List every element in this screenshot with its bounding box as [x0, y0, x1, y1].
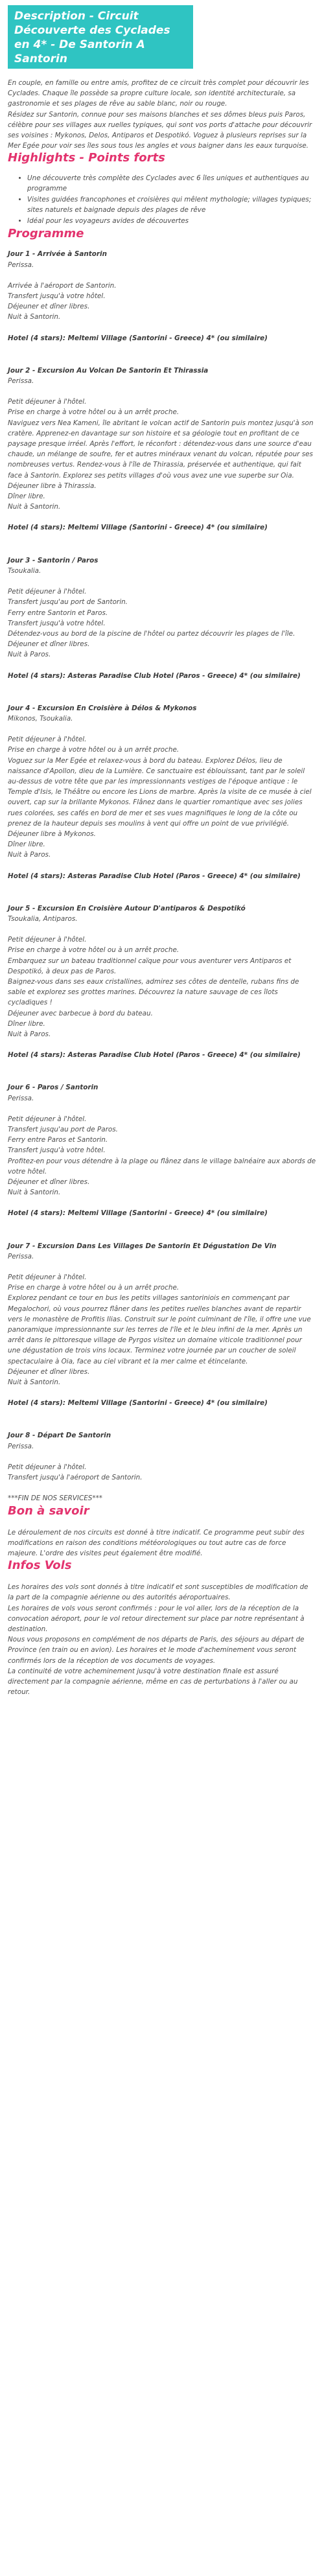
day-hotel: Hotel (4 stars): Meltemi Village (Santorini - Greece) 4* (ou similaire) [8, 1209, 268, 1218]
day-location: Perissa. [8, 377, 34, 386]
day-description: Petit déjeuner à l'hôtel. Prise en charge à votre hôtel ou à un arrêt proche. Voguez sur la Mer Egée et relaxez-vous à bord du bateau. Explorez Délos, lieu de naissance d'Apollon, dieu de la Lumière. Ce sanctuaire est éblouissant, tant par le soleil au-dessus de votre tête que par les impressionnants vestiges de l'époque antique : le Temple d'Isis, le Théâtre ou encore les Lions de marbre. Après la visite de ce musée à ciel ouvert, cap sur la brillante Mykonos. Flânez dans le quartier romantique avec ses jolies rues colorées, ses cafés en bord de mer et ses vues magnifiques le long de la côte ou prenez de la hauteur depuis ses moulins à vent qui offre un point de vue privilégié. Déjeuner libre à Mykonos. Dîner libre. Nuit à Paros. [8, 736, 312, 859]
highlights-heading: Highlights - Points forts [8, 151, 165, 165]
day-description: Petit déjeuner à l'hôtel. Prise en charge à votre hôtel ou à un arrêt proche. Explorez pendant ce tour en bus les petits villages santoriniois en commençant par Megalochori, où vous pourrez flâner dans les petites ruelles blanches avant de repartir vers le monastère de Profitis Ilias. Construit sur le point culminant de l'île, il offre une vue panoramique impressionnante sur les terres de l'île et le bleu infini de la mer. Après un arrêt dans le pittoresque village de Pyrgos visitez un domaine viticole traditionnel pour une dégustation de trois vins locaux. Terminez votre journée par un coucher de soleil spectaculaire à Oia, face au ciel vibrant et la mer calme et étincelante. Déjeuner et dîner libres. Nuit à Santorin. [8, 1273, 311, 1387]
day-location: Perissa. [8, 1442, 34, 1450]
highlight-item: • Visites guidées francophones et croisières qui mêlent mythologie; villages typiques; sites naturels et baignade depuis des plages de rêve [27, 194, 316, 215]
day-location: Tsoukalia. [8, 566, 41, 575]
day-location: Tsoukalia, Antiparos. [8, 914, 78, 923]
day-block [8, 703, 316, 881]
day-hotel: Hotel (4 stars): Meltemi Village (Santorini - Greece) 4* (ou similaire) [8, 1399, 268, 1408]
highlights-list [8, 173, 316, 226]
day-description: Petit déjeuner à l'hôtel. Transfert jusqu'au port de Santorin. Ferry entre Santorin et Paros. Transfert jusqu'à votre hôtel. Détendez-vous au bord de la piscine de l'hôtel ou partez découvrir les plages de l'île. Déjeuner et dîner libres. Nuit à Paros. [8, 588, 295, 659]
day-title: Jour 8 - Départ De Santorin [8, 1432, 111, 1440]
day-block [8, 366, 316, 533]
day-hotel: Hotel (4 stars): Asteras Paradise Club Hotel (Paros - Greece) 4* (ou similaire) [8, 1051, 301, 1060]
bon-a-savoir-heading: Bon à savoir [8, 1503, 89, 1518]
day-title: Jour 4 - Excursion En Croisière à Délos & Mykonos [8, 704, 197, 712]
day-block [8, 1241, 316, 1409]
day-location: Perissa. [8, 1252, 34, 1260]
highlight-item: • Idéal pour les voyageurs avides de découvertes [27, 216, 316, 226]
day-description: Petit déjeuner à l'hôtel. Prise en charge à votre hôtel ou à un arrêt proche. Naviguez vers Nea Kameni, île abritant le volcan actif de Santorin puis montez jusqu'à son cratère. Apprenez-en davantage sur son histoire et sa géologie tout en profitant de ce paysage presque irréel. Après l'effort, le réconfort : détendez-vous dans une source d'eau chaude, un mélange de soufre, fer et autres minéraux venant du volcan, réputée pour ses nombreuses vertus. Rendez-vous à l'île de Thirassia, préservée et authentique, qui fait face à Santorin. Explorez ses petits villages d'où vous avez une vue superbe sur Oia. Déjeuner libre à Thirassia. Dîner libre. Nuit à Santorin. [8, 398, 314, 511]
infos-vols-text: Les horaires des vols sont donnés à titre indicatif et sont susceptibles de modification de la part de la compagnie aérienne ou des autorités aéroportuaires. Les horaires de vols vous seront confirmés : pour le vol aller, lors de la réception de la convocation aéroport, pour le vol retour directement sur place par notre représentant à destination. Nous vous proposons en complément de nos départs de Paris, des séjours au départ de Province (en train ou en avion). Les horaires et le mode d'acheminement vous seront confirmés lors de la réception de vos documents de voyages. La continuité de votre acheminement jusqu'à votre destination finale est assuré directement par la compagnie aérienne, même en cas de perturbations à l'aller ou au retour. [8, 1583, 308, 1697]
day-location: Mikonos, Tsoukalia. [8, 714, 73, 723]
day-hotel: Hotel (4 stars): Asteras Paradise Club Hotel (Paros - Greece) 4* (ou similaire) [8, 872, 301, 880]
day-hotel: Hotel (4 stars): Meltemi Village (Santorini - Greece) 4* (ou similaire) [8, 334, 268, 342]
day-description: Arrivée à l'aéroport de Santorin. Transfert jusqu'à votre hôtel. Déjeuner et dîner libres. Nuit à Santorin. [8, 281, 117, 321]
day-block [8, 1082, 316, 1218]
day-block [8, 555, 316, 681]
day-location: Perissa. [8, 261, 34, 269]
day-block [8, 1430, 316, 1483]
day-location: Perissa. [8, 1094, 34, 1102]
page-title: Description - Circuit Découverte des Cyclades en 4* - De Santorin A Santorin [8, 5, 193, 69]
day-title: Jour 5 - Excursion En Croisière Autour D'antiparos & Despotikó [8, 904, 246, 912]
programme-days [8, 249, 316, 1503]
infos-vols-heading: Infos Vols [8, 1559, 72, 1573]
page [0, 5, 324, 2576]
day-hotel: Hotel (4 stars): Meltemi Village (Santorini - Greece) 4* (ou similaire) [8, 524, 268, 532]
day-description: Petit déjeuner à l'hôtel. Transfert jusqu'au port de Paros. Ferry entre Paros et Santorin. Transfert jusqu'à votre hôtel. Profitez-en pour vous détendre à la plage ou flânez dans le village balnéaire aux abords de votre hôtel. Déjeuner et dîner libres. Nuit à Santorin. [8, 1115, 316, 1197]
day-title: Jour 1 - Arrivée à Santorin [8, 250, 107, 259]
day-title: Jour 3 - Santorin / Paros [8, 556, 98, 564]
bon-a-savoir-text: Le déroulement de nos circuits est donné à titre indicatif. Ce programme peut subir des modifications en raison des conditions météorologiques ou tout autre cas de force majeure. L'ordre des visites peut également être modifié. [8, 1528, 305, 1557]
day-hotel: Hotel (4 stars): Asteras Paradise Club Hotel (Paros - Greece) 4* (ou similaire) [8, 671, 301, 680]
day-title: Jour 7 - Excursion Dans Les Villages De Santorin Et Dégustation De Vin [8, 1242, 277, 1250]
programme-heading: Programme [8, 227, 84, 241]
day-description: Petit déjeuner à l'hôtel. Transfert jusqu'à l'aéroport de Santorin. [8, 1463, 143, 1482]
highlight-item: • Une découverte très complète des Cyclades avec 6 îles uniques et authentiques au programme [27, 173, 316, 194]
end-of-services-note: ***FIN DE NOS SERVICES*** [8, 1494, 102, 1503]
day-description: Petit déjeuner à l'hôtel. Prise en charge à votre hôtel ou à un arrêt proche. Embarquez sur un bateau traditionnel caïque pour vous aventurer vers Antiparos et Despotikó, à deux pas de Paros. Baignez-vous dans ses eaux cristallines, admirez ses côtes de dentelle, rubans fins de sable et explorez ses grottes marines. Découvrez la nature sauvage de ces îlots cycladiques ! Déjeuner avec barbecue à bord du bateau. Dîner libre. Nuit à Paros. [8, 936, 299, 1038]
day-block [8, 249, 316, 343]
intro-paragraph: En couple, en famille ou entre amis, profitez de ce circuit très complet pour découvrir les Cyclades. Chaque île possède sa propre culture locale, son identité architecturale, sa gastronomie et ses plages de rêve au sable blanc, noir ou rouge. Résidez sur Santorin, connue pour ses maisons blanches et ses dômes bleus puis Paros, célèbre pour ses villages aux ruelles typiques, qui sont vos ports d'attache pour découvrir ses voisines : Mykonos, Delos, Antiparos et Despotikó. Voguez à plusieurs reprises sur la Mer Egée pour voir ses îles sous tous les angles et vous baigner dans les eaux turquoise. [8, 79, 312, 150]
day-title: Jour 6 - Paros / Santorin [8, 1084, 98, 1092]
day-title: Jour 2 - Excursion Au Volcan De Santorin Et Thirassia [8, 366, 209, 375]
day-block [8, 903, 316, 1061]
